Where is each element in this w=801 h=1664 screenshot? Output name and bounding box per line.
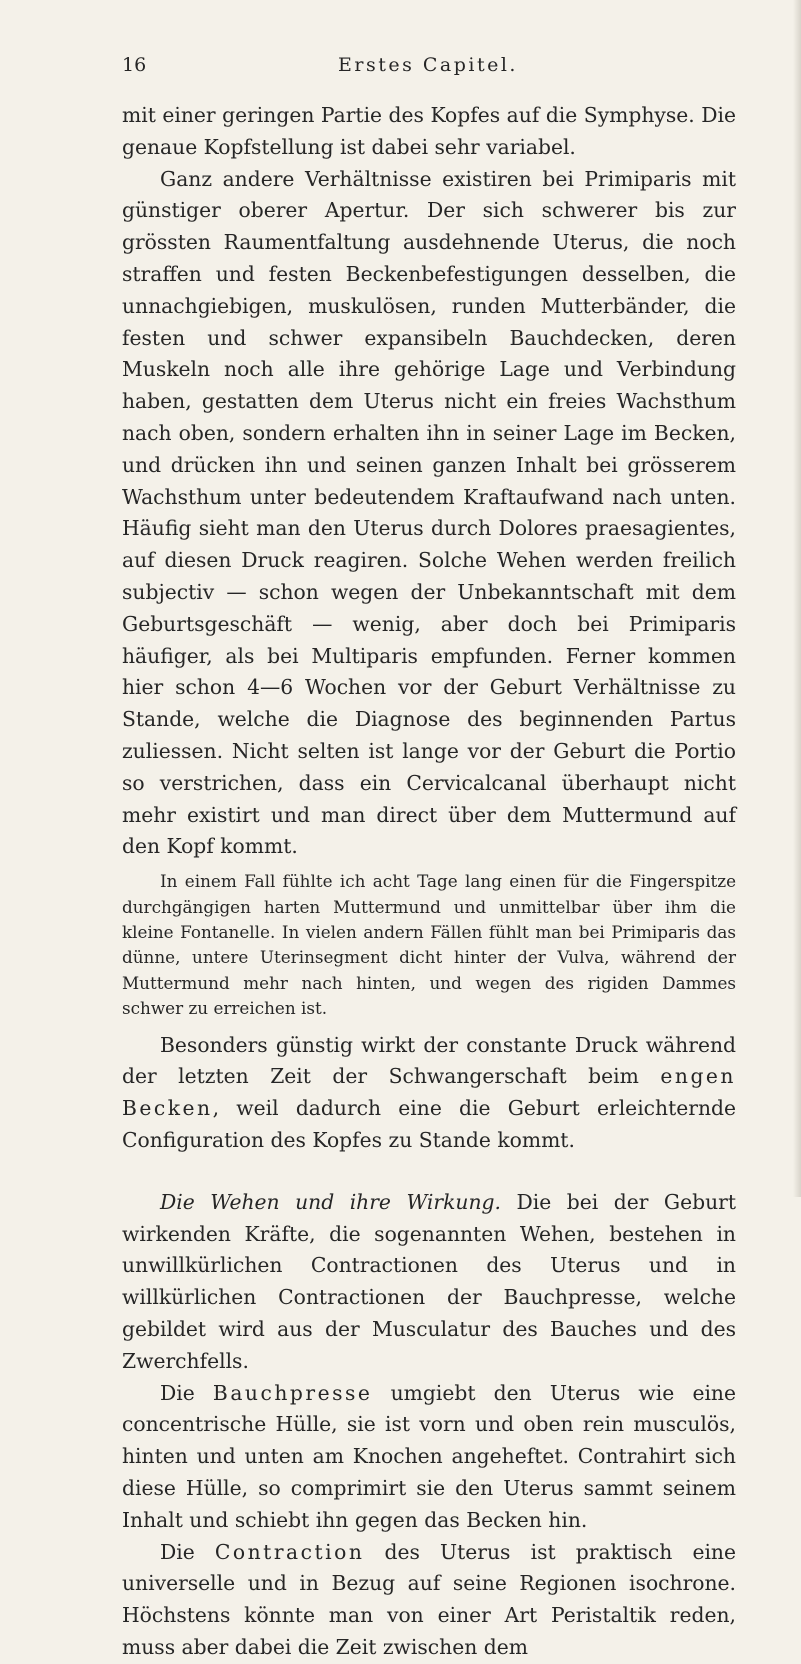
emphasis-spaced: engen Becken [122,1064,736,1121]
paragraph-text: , weil dadurch eine die Geburt erleichternde Configuration des Kopfes zu Stande kommt. [122,1096,736,1152]
page-edge-shadow [793,0,801,1197]
paragraph-continuation [122,100,736,164]
emphasis-spaced: Bauchpresse [212,1380,373,1405]
section-heading-italic: Die Wehen und ihre Wirkung. [160,1189,501,1214]
page-number: 16 [122,54,147,76]
paragraph-enges-becken [122,1030,736,1157]
paragraph-primiparis [122,164,736,864]
paragraph-text: Die [160,1380,195,1405]
paragraph-text: Die [160,1539,195,1564]
paragraph-text: In einem Fall fühlte ich acht Tage lang einen für die Fingerspitze durchgängigen harten Muttermund und unmittelbar über ihm die kleine Fontanelle. In vielen andern Fällen fühlt man bei Primiparis das dünne, untere Uterinsegment dicht hinter der Vulva, während der Muttermund mehr nach hinten, und wegen des rigiden Dammes schwer zu erreichen ist. [122,871,736,1019]
paragraph-bauchpresse [122,1378,736,1537]
paragraph-text: umgiebt den Uterus wie eine concentrische Hülle, sie ist vorn und oben rein musculös, hinten und unten am Knochen angeheftet. Contrahirt sich diese Hülle, so comprimirt sie den Uterus sammt seinem Inhalt und schiebt ihn gegen das Becken hin. [122,1380,736,1532]
paragraph-text: Die bei der Geburt wirkenden Kräfte, die sogenannten Wehen, bestehen in unwillkürlichen Contractionen des Uterus und in willkürlichen Contractionen der Bauchpresse, welche gebildet wird aus der Musculatur des Bauches und des Zwerchfells. [122,1189,736,1373]
paragraph-wehen [122,1187,736,1378]
case-note-small-print [122,869,736,1021]
body-text [122,100,736,1664]
emphasis-spaced: Contraction [214,1539,365,1564]
section-gap [122,1157,736,1187]
paragraph-text: mit einer geringen Partie des Kopfes auf die Symphyse. Die genaue Kopfstellung ist dabei sehr variabel. [122,103,736,159]
page-header [122,54,734,78]
paragraph-contraction [122,1537,736,1664]
running-head: Erstes Capitel. [338,54,518,76]
paragraph-text: Ganz andere Verhältnisse existiren bei Primiparis mit günstiger oberer Apertur. Der sich schwerer bis zur grössten Raumentfaltung ausdehnende Uterus, die noch straffen und festen Beckenbefestigungen desselben, die unnachgiebigen, muskulösen, runden Mutterbänder, die festen und schwer expansibeln Bauchdecken, deren Muskeln noch alle ihre gehörige Lage und Verbindung haben, gestatten dem Uterus nicht ein freies Wachsthum nach oben, sondern erhalten ihn in seiner Lage im Becken, und drücken ihn und seinen ganzen Inhalt bei grösserem Wachsthum unter bedeutendem Kraftaufwand nach unten. Häufig sieht man den Uterus durch Dolores praesagientes, auf diesen Druck reagiren. Solche Wehen werden freilich subjectiv — schon wegen der Unbekanntschaft mit dem Geburtsgeschäft — wenig, aber doch bei Primiparis häufiger, als bei Multiparis empfunden. Ferner kommen hier schon 4—6 Wochen vor der Geburt Verhältnisse zu Stande, welche die Diagnose des beginnenden Partus zuliessen. Nicht selten ist lange vor der Geburt die Portio so verstrichen, dass ein Cervicalcanal überhaupt nicht mehr existirt und man direct über dem Muttermund auf den Kopf kommt. [122,166,736,859]
paragraph-text: Besonders günstig wirkt der constante Druck während der letzten Zeit der Schwangerschaft beim [122,1032,736,1089]
paragraph-text: des Uterus ist praktisch eine universelle und in Bezug auf seine Regionen isochrone. Höchstens könnte man von einer Art Peristaltik reden, muss aber dabei die Zeit zwischen dem [122,1539,736,1659]
